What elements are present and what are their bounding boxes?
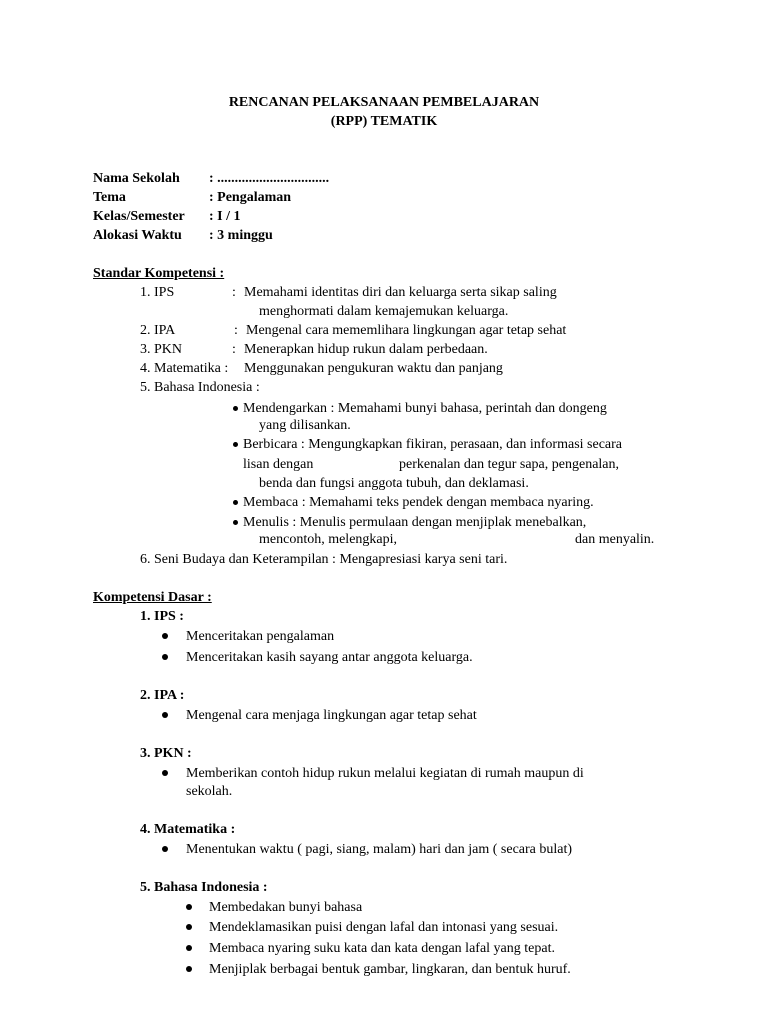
- dasar-pkn-line1: Memberikan contoh hidup rukun melalui kegiatan di rumah maupun di: [186, 766, 584, 781]
- dasar-pkn-label: 3. PKN :: [140, 746, 192, 761]
- standar-seni: 6. Seni Budaya dan Keterampilan : Mengapresiasi karya seni tari.: [140, 552, 508, 567]
- label-tema: Tema: [93, 190, 126, 205]
- standar-ips-label: 1. IPS: [140, 285, 175, 300]
- standar-ips-text: Memahami identitas diri dan keluarga serta sikap saling: [244, 285, 557, 300]
- dasar-ipa-label: 2. IPA :: [140, 688, 185, 703]
- dasar-bi-item-4: Menjiplak berbagai bentuk gambar, lingkaran, dan bentuk huruf.: [209, 962, 571, 977]
- bullet-icon: [186, 924, 192, 930]
- bahasa-menulis-line2a: mencontoh, melengkapi,: [259, 532, 398, 547]
- standar-ipa-label: 2. IPA: [140, 323, 176, 338]
- value-kelas-semester: : I / 1: [209, 209, 241, 224]
- standar-bi-label: 5. Bahasa Indonesia :: [140, 380, 260, 395]
- bahasa-berbicara-line1: Berbicara : Mengungkapkan fikiran, perasaan, dan informasi secara: [243, 437, 623, 452]
- dasar-bi-item-2: Mendeklamasikan puisi dengan lafal dan intonasi yang sesuai.: [209, 920, 559, 935]
- standar-pkn-text: Menerapkan hidup rukun dalam perbedaan.: [244, 342, 488, 357]
- label-nama-sekolah: Nama Sekolah: [93, 171, 180, 186]
- bullet-icon: [186, 966, 192, 972]
- standar-pkn-label: 3. PKN: [140, 342, 183, 357]
- bullet-icon: [186, 904, 192, 910]
- doc-title-line1: RENCANAN PELAKSANAAN PEMBELAJARAN: [228, 95, 540, 110]
- bullet-icon: [233, 406, 238, 411]
- bullet-icon: [233, 442, 238, 447]
- bahasa-berbicara-line2a: lisan dengan: [243, 457, 314, 472]
- dasar-mtk-item-1: Menentukan waktu ( pagi, siang, malam) hari dan jam ( secara bulat): [186, 842, 573, 857]
- standar-heading: Standar Kompetensi :: [93, 266, 225, 281]
- standar-pkn-sep: :: [232, 342, 236, 357]
- bahasa-menulis-line2b: dan menyalin.: [575, 532, 655, 547]
- standar-ipa-text: Mengenal cara mememlihara lingkungan agar tetap sehat: [246, 323, 567, 338]
- dasar-mtk-label: 4. Matematika :: [140, 822, 236, 837]
- value-tema: : Pengalaman: [209, 190, 292, 205]
- standar-ips-sep: :: [232, 285, 236, 300]
- dasar-ipa-item-1: Mengenal cara menjaga lingkungan agar tetap sehat: [186, 708, 477, 723]
- dasar-heading: Kompetensi Dasar :: [93, 590, 212, 605]
- bullet-icon: [233, 500, 238, 505]
- bullet-icon: [233, 520, 238, 525]
- dasar-bi-item-1: Membedakan bunyi bahasa: [209, 900, 363, 915]
- standar-mtk-label: 4. Matematika :: [140, 361, 229, 376]
- bullet-icon: [162, 846, 168, 852]
- bahasa-berbicara-line2b: perkenalan dan tegur sapa, pengenalan,: [399, 457, 620, 472]
- bahasa-mendengarkan-line1: Mendengarkan : Memahami bunyi bahasa, perintah dan dongeng: [243, 401, 607, 416]
- bullet-icon: [186, 945, 192, 951]
- label-kelas-semester: Kelas/Semester: [93, 209, 185, 224]
- dasar-pkn-line2: sekolah.: [186, 784, 233, 799]
- dasar-ips-item-1: Menceritakan pengalaman: [186, 629, 335, 644]
- standar-ipa-sep: :: [234, 323, 238, 338]
- bahasa-menulis-line1: Menulis : Menulis permulaan dengan menjiplak menebalkan,: [243, 515, 587, 530]
- bullet-icon: [162, 770, 168, 776]
- dasar-ips-label: 1. IPS :: [140, 609, 184, 624]
- bahasa-mendengarkan-line2: yang dilisankan.: [259, 418, 351, 433]
- bullet-icon: [162, 712, 168, 718]
- bahasa-membaca-line1: Membaca : Memahami teks pendek dengan membaca nyaring.: [243, 495, 594, 510]
- doc-title-line2: (RPP) TEMATIK: [330, 114, 438, 129]
- bullet-icon: [162, 654, 168, 660]
- bahasa-berbicara-line3: benda dan fungsi anggota tubuh, dan deklamasi.: [259, 476, 529, 491]
- dasar-bi-label: 5. Bahasa Indonesia :: [140, 880, 268, 895]
- dasar-bi-item-3: Membaca nyaring suku kata dan kata dengan lafal yang tepat.: [209, 941, 555, 956]
- bullet-icon: [162, 633, 168, 639]
- dasar-ips-item-2: Menceritakan kasih sayang antar anggota keluarga.: [186, 650, 473, 665]
- value-nama-sekolah: : ................................: [209, 171, 330, 186]
- standar-mtk-text: Menggunakan pengukuran waktu dan panjang: [244, 361, 503, 376]
- standar-ips-text2: menghormati dalam kemajemukan keluarga.: [259, 304, 509, 319]
- label-alokasi-waktu: Alokasi Waktu: [93, 228, 182, 243]
- value-alokasi-waktu: : 3 minggu: [209, 228, 273, 243]
